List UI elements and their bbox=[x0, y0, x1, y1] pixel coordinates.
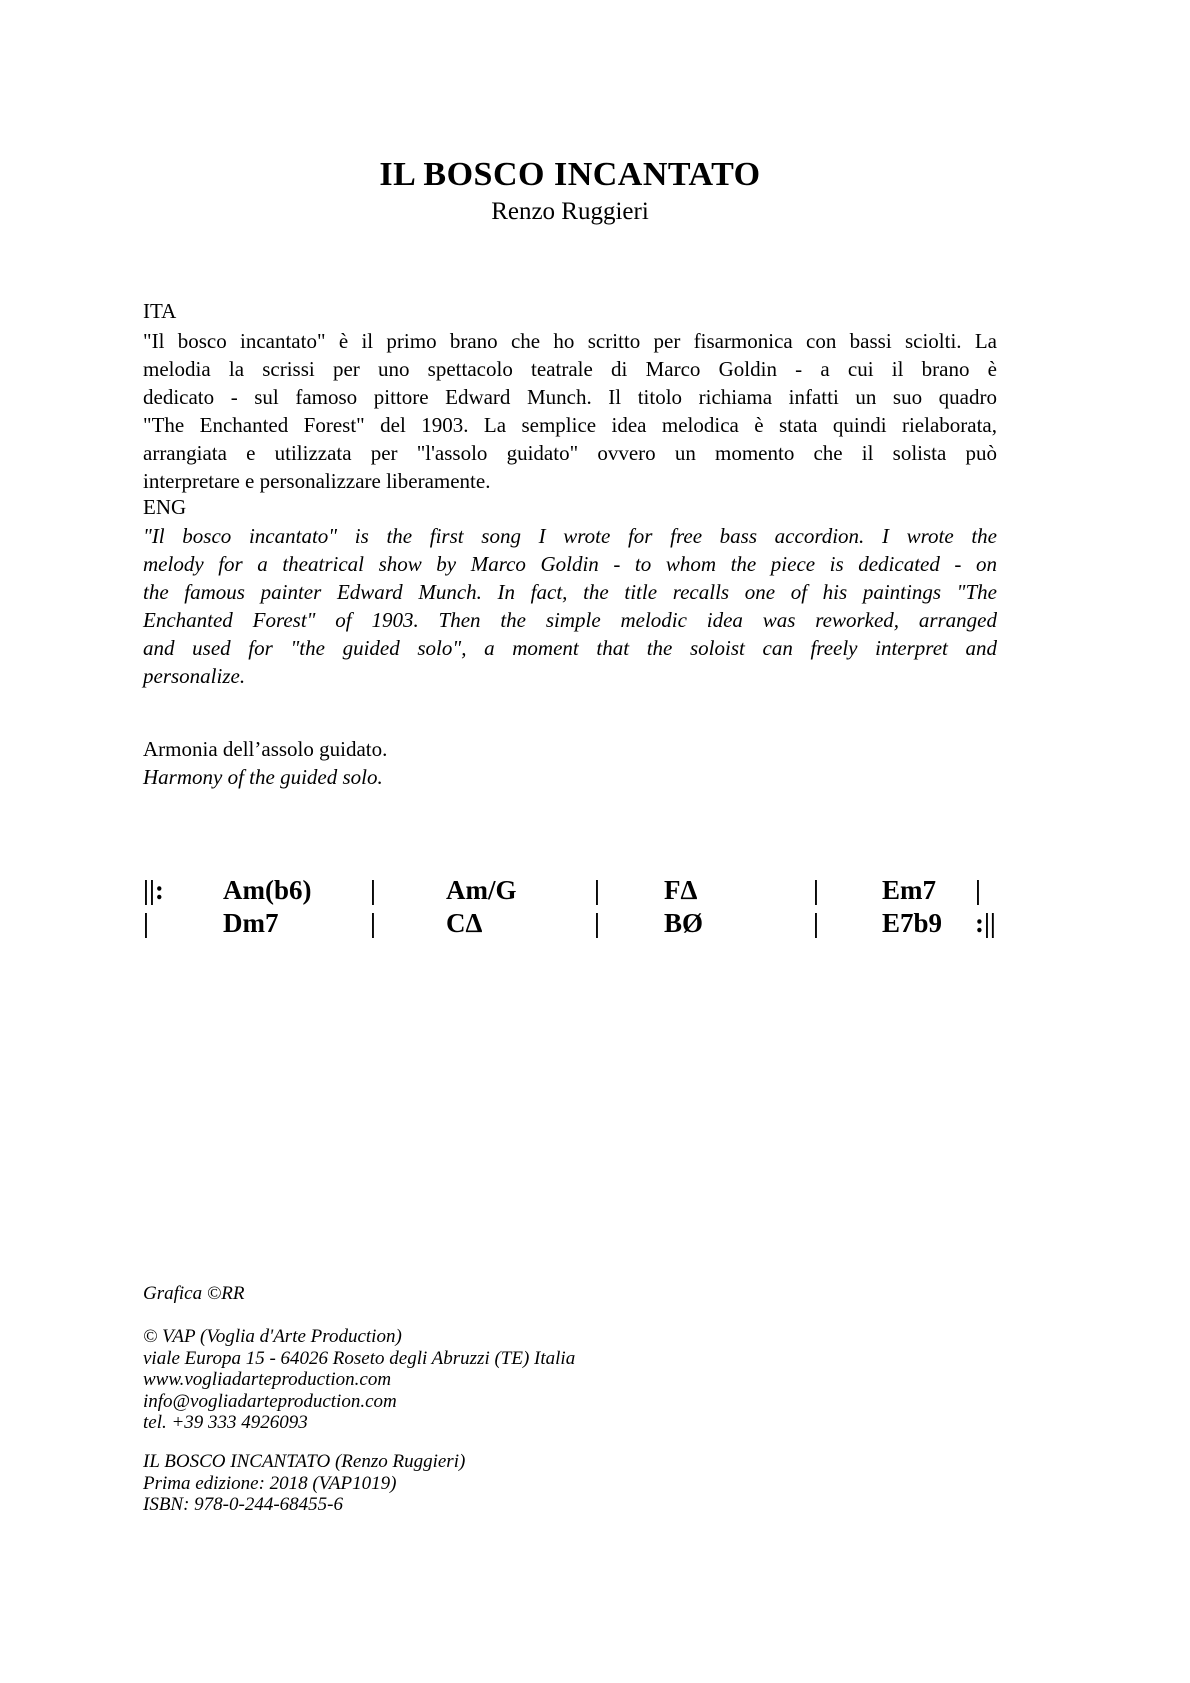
page-title: IL BOSCO INCANTATO bbox=[379, 156, 761, 193]
edition-line: ISBN: 978-0-244-68455-6 bbox=[143, 1494, 343, 1515]
section-label-ita: ITA bbox=[143, 299, 177, 323]
author-name: Renzo Ruggieri bbox=[491, 198, 649, 225]
chord-cell: Dm7 bbox=[223, 908, 279, 938]
paragraph-line: interpretare e personalizzare liberamente. bbox=[143, 469, 491, 493]
chord-cell: Em7 bbox=[882, 875, 936, 905]
paragraph-line: and used for "the guided solo", a moment that the soloist can freely interpret and bbox=[143, 636, 997, 660]
paragraph-line: arrangiata e utilizzata per "l'assolo guidato" ovvero un momento che il solista può bbox=[143, 441, 997, 465]
chord-cell: | bbox=[143, 908, 149, 938]
chord-cell: FΔ bbox=[664, 875, 698, 905]
publisher-line: © VAP (Voglia d'Arte Production) bbox=[143, 1326, 402, 1347]
chord-cell: :|| bbox=[975, 908, 996, 938]
paragraph-italian bbox=[143, 327, 997, 495]
section-label-eng: ENG bbox=[143, 495, 187, 519]
chord-cell: | bbox=[370, 875, 376, 905]
chord-row-2 bbox=[143, 907, 997, 940]
chord-cell: | bbox=[813, 908, 819, 938]
paragraph-line: Enchanted Forest" of 1903. Then the simple melodic idea was reworked, arranged bbox=[143, 608, 997, 632]
publisher-line: tel. +39 333 4926093 bbox=[143, 1412, 308, 1433]
paragraph-line: melodia la scrissi per uno spettacolo teatrale di Marco Goldin - a cui il brano è bbox=[143, 357, 997, 381]
paragraph-line: "The Enchanted Forest" del 1903. La semplice idea melodica è stata quindi rielaborata, bbox=[143, 413, 997, 437]
publisher-line: viale Europa 15 - 64026 Roseto degli Abruzzi (TE) Italia bbox=[143, 1347, 576, 1369]
publisher-line: info@vogliadarteproduction.com bbox=[143, 1390, 397, 1412]
chord-cell: | bbox=[594, 908, 600, 938]
chord-cell: CΔ bbox=[446, 908, 483, 938]
paragraph-line: "Il bosco incantato" is the first song I wrote for free bass accordion. I wrote the bbox=[143, 524, 997, 548]
edition-info bbox=[143, 1451, 997, 1516]
paragraph-line: "Il bosco incantato" è il primo brano che ho scritto per fisarmonica con bassi sciolti. La bbox=[143, 329, 997, 353]
harmony-caption-italian: Armonia dell’assolo guidato. bbox=[143, 737, 388, 761]
chord-cell: | bbox=[975, 875, 981, 905]
chord-cell: E7b9 bbox=[882, 908, 943, 938]
paragraph-line: melody for a theatrical show by Marco Goldin - to whom the piece is dedicated - on bbox=[143, 552, 997, 576]
edition-line: Prima edizione: 2018 (VAP1019) bbox=[143, 1472, 397, 1494]
paragraph-english bbox=[143, 522, 997, 690]
chord-cell: Am/G bbox=[446, 875, 517, 905]
chord-cell: | bbox=[813, 875, 819, 905]
paragraph-line: personalize. bbox=[143, 664, 246, 688]
chord-chart bbox=[143, 874, 997, 940]
paragraph-line: the famous painter Edward Munch. In fact, the title recalls one of his paintings "The bbox=[143, 580, 997, 604]
publisher-line: www.vogliadarteproduction.com bbox=[143, 1369, 392, 1390]
chord-cell: | bbox=[370, 908, 376, 938]
chord-cell: ||: bbox=[143, 875, 164, 905]
chord-cell: BØ bbox=[664, 908, 704, 938]
paragraph-line: dedicato - sul famoso pittore Edward Munch. Il titolo richiama infatti un suo quadro bbox=[143, 385, 997, 409]
publisher-info bbox=[143, 1326, 997, 1434]
edition-line: IL BOSCO INCANTATO (Renzo Ruggieri) bbox=[143, 1451, 466, 1472]
chord-cell: | bbox=[594, 875, 600, 905]
harmony-caption-english: Harmony of the guided solo. bbox=[143, 765, 383, 789]
credit-grafica: Grafica ©RR bbox=[143, 1283, 245, 1304]
chord-cell: Am(b6) bbox=[223, 875, 312, 905]
chord-row-1 bbox=[143, 874, 997, 907]
